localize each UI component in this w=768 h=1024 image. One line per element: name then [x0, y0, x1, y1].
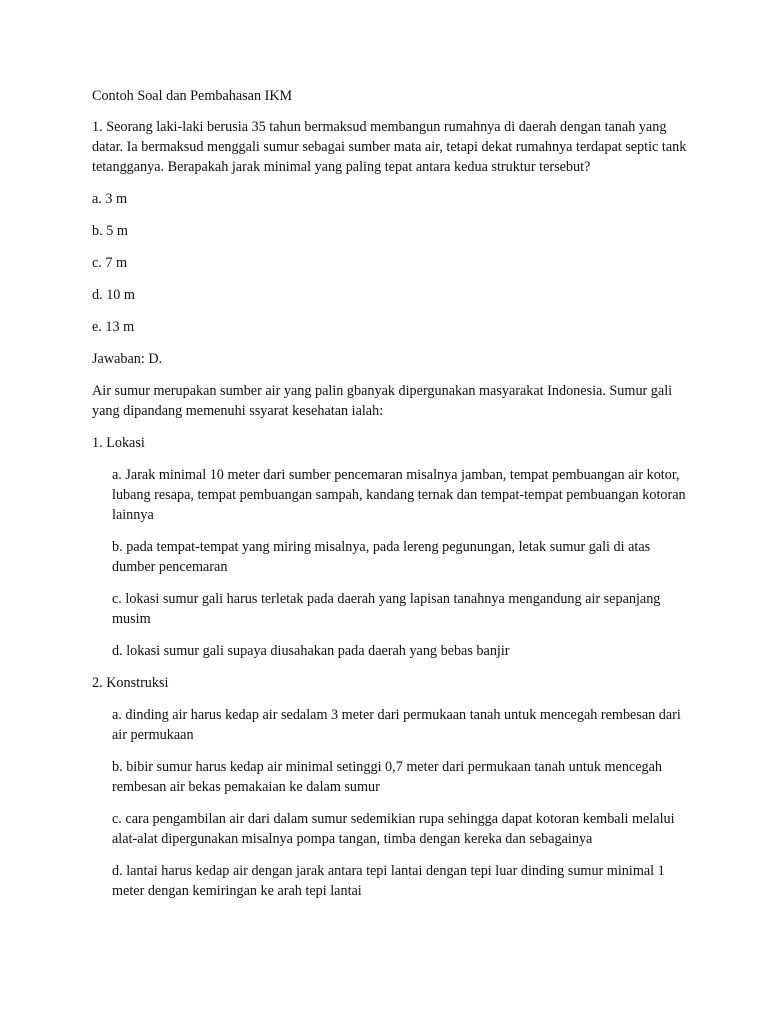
section-heading: 2. Konstruksi	[92, 675, 169, 691]
list-item: c. lokasi sumur gali harus terletak pada daerah yang lapisan tanahnya mengandung air sepanjang musim	[112, 591, 661, 627]
list-item: a. Jarak minimal 10 meter dari sumber pencemaran misalnya jamban, tempat pembuangan air kotor, lubang resapa, tempat pembuangan sampah, kandang ternak dan tempat-tempat pembuangan kotoran lainnya	[112, 467, 686, 523]
section-konstruksi	[92, 673, 692, 901]
explanation-paragraph: Air sumur merupakan sumber air yang palin gbanyak dipergunakan masyarakat Indonesia. Sumur gali yang dipandang memenuhi ssyarat kesehatan ialah:	[92, 383, 673, 419]
option-e: e. 13 m	[92, 319, 135, 335]
document-page	[92, 86, 692, 913]
list-item: b. bibir sumur harus kedap air minimal setinggi 0,7 meter dari permukaan tanah untuk mencegah rembesan air bekas pemakaian ke dalam sumur	[112, 759, 663, 795]
answer-options	[92, 189, 692, 337]
list-item: c. cara pengambilan air dari dalam sumur sedemikian rupa sehingga dapat kotoran kembali melalui alat-alat dipergunakan misalnya pompa tangan, timba dengan kereka dan sebagainya	[112, 811, 675, 847]
option-b: b. 5 m	[92, 223, 128, 239]
question-text: 1. Seorang laki-laki berusia 35 tahun bermaksud membangun rumahnya di daerah dengan tanah yang datar. Ia bermaksud menggali sumur sebagai sumber mata air, tetapi dekat rumahnya terdapat septic tank tetangganya. Berapakah jarak minimal yang paling tepat antara kedua struktur tersebut?	[92, 119, 687, 175]
list-item: d. lantai harus kedap air dengan jarak antara tepi lantai dengan tepi luar dinding sumur minimal 1 meter dengan kemiringan ke arah tepi lantai	[112, 863, 665, 899]
option-d: d. 10 m	[92, 287, 135, 303]
list-item: d. lokasi sumur gali supaya diusahakan pada daerah yang bebas banjir	[112, 643, 510, 659]
answer-line: Jawaban: D.	[92, 351, 163, 367]
option-c: c. 7 m	[92, 255, 128, 271]
list-item: a. dinding air harus kedap air sedalam 3 meter dari permukaan tanah untuk mencegah rembesan dari air permukaan	[112, 707, 681, 743]
document-title: Contoh Soal dan Pembahasan IKM	[92, 88, 293, 104]
section-heading: 1. Lokasi	[92, 435, 145, 451]
section-lokasi	[92, 433, 692, 661]
option-a: a. 3 m	[92, 191, 128, 207]
list-item: b. pada tempat-tempat yang miring misalnya, pada lereng pegunungan, letak sumur gali di atas dumber pencemaran	[112, 539, 651, 575]
